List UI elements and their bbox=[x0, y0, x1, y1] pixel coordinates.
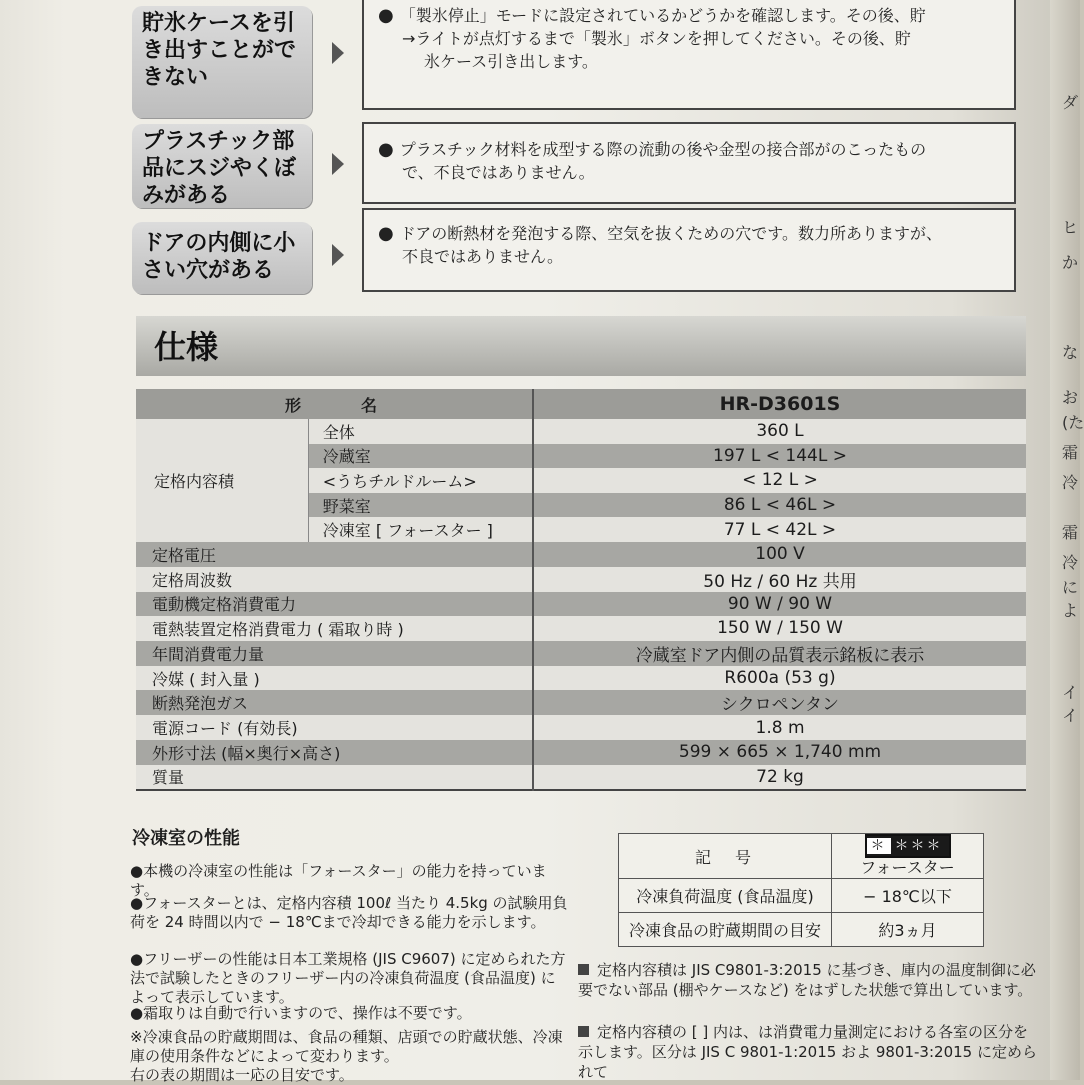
freezer-title: 冷凍室の性能 bbox=[132, 828, 240, 849]
spec-value: 冷蔵室ドア内側の品質表示銘板に表示 bbox=[533, 641, 1026, 666]
freezer-note: ●フリーザーの性能は日本工業規格 (JIS C9607) に定められた方法で試験したときのフリーザー内の冷凍負荷温度 (食品温度) によって表示しています。 bbox=[130, 950, 566, 1006]
edge-char: 霜 bbox=[1062, 443, 1079, 462]
edge-char: 冷 bbox=[1062, 553, 1079, 572]
spec-row bbox=[136, 666, 1026, 691]
edge-char: イイ bbox=[1062, 683, 1079, 725]
freezer-row bbox=[619, 879, 984, 913]
spec-row bbox=[136, 715, 1026, 740]
trouble-question-2: プラスチック部品にスジやくぼみがある bbox=[132, 124, 312, 208]
spec-value: 50 Hz / 60 Hz 共用 bbox=[533, 567, 1026, 592]
answer-line: ドアの断熱材を発泡する際、空気を抜くための穴です。数力所ありますが、 bbox=[399, 224, 942, 243]
spec-label: 定格電圧 bbox=[136, 542, 533, 567]
capacity-footnote bbox=[578, 1022, 1038, 1082]
spec-label: 冷媒 ( 封入量 ) bbox=[136, 666, 533, 691]
spec-label: 断熱発泡ガス bbox=[136, 690, 533, 715]
edge-char: 冷 bbox=[1062, 473, 1079, 492]
spec-row bbox=[136, 690, 1026, 715]
spec-value: シクロペンタン bbox=[533, 690, 1026, 715]
spec-value: 599 × 665 × 1,740 mm bbox=[533, 740, 1026, 765]
spec-row bbox=[136, 567, 1026, 592]
answer-line: 「製氷停止」モードに設定されているかどうかを確認します。その後、貯 bbox=[399, 6, 926, 25]
trouble-answer-3 bbox=[362, 208, 1016, 292]
spec-value: < 12 L > bbox=[533, 468, 1026, 493]
freezer-note: ●フォースターとは、定格内容積 100ℓ 当たり 4.5kg の試験用負荷を 24 時間以内で − 18℃まで冷却できる能力を示します。 bbox=[130, 894, 568, 931]
answer-line: で、不良ではありません。 bbox=[402, 163, 595, 182]
spec-label: 冷凍室 [ フォースター ] bbox=[308, 517, 533, 542]
star-lead: ＊ bbox=[867, 838, 891, 854]
spec-label: 野菜室 bbox=[308, 493, 533, 518]
arrow-right-icon bbox=[332, 42, 344, 64]
spec-value: 197 L < 144L > bbox=[533, 444, 1026, 469]
freezer-label: 記 号 bbox=[619, 834, 832, 879]
spec-label: 外形寸法 (幅×奥行×高さ) bbox=[136, 740, 533, 765]
spec-row bbox=[136, 765, 1026, 791]
spec-value: 90 W / 90 W bbox=[533, 592, 1026, 617]
square-bullet-icon bbox=[578, 1026, 589, 1037]
edge-char: な bbox=[1062, 343, 1079, 362]
edge-char: (た bbox=[1062, 413, 1084, 432]
spec-header-row bbox=[136, 389, 1026, 419]
spec-label: 質量 bbox=[136, 765, 533, 791]
freezer-label: 冷凍食品の貯蔵期間の目安 bbox=[619, 913, 832, 947]
edge-char: 霜 bbox=[1062, 523, 1079, 542]
spec-label: 冷蔵室 bbox=[308, 444, 533, 469]
spec-row bbox=[136, 740, 1026, 765]
spec-label: <うちチルドルーム> bbox=[308, 468, 533, 493]
answer-line: 氷ケース引き出します。 bbox=[424, 52, 598, 71]
freezer-note: 右の表の期間は一応の目安です。 bbox=[130, 1066, 354, 1084]
edge-char: か bbox=[1062, 253, 1079, 272]
answer-line: →ライトが点灯するまで「製氷」ボタンを押してください。その後、貯 bbox=[402, 29, 911, 48]
spec-row bbox=[136, 542, 1026, 567]
header-name: 形名 bbox=[136, 389, 533, 419]
star-marks: ＊＊＊ bbox=[894, 838, 943, 854]
freezer-label: 冷凍負荷温度 (食品温度) bbox=[619, 879, 832, 913]
bullet-icon: ● bbox=[378, 139, 394, 160]
spec-label: 全体 bbox=[308, 419, 533, 444]
freezer-note: ●霜取りは自動で行いますので、操作は不要です。 bbox=[130, 1004, 472, 1022]
spec-value: R600a (53 g) bbox=[533, 666, 1026, 691]
arrow-right-icon bbox=[332, 153, 344, 175]
spec-value: 72 kg bbox=[533, 765, 1026, 791]
spec-title: 仕様 bbox=[154, 328, 219, 366]
freezer-table bbox=[618, 833, 984, 947]
spec-row bbox=[136, 592, 1026, 617]
footnote-text: 定格内容積は JIS C9801-3:2015 に基づき、庫内の温度制御に必要でない部品 (棚やケースなど) をはずした状態で算出しています。 bbox=[578, 961, 1036, 999]
edge-char: お bbox=[1062, 388, 1079, 407]
spec-row bbox=[136, 616, 1026, 641]
trouble-answer-1 bbox=[362, 0, 1016, 110]
spec-label: 電源コード (有効長) bbox=[136, 715, 533, 740]
trouble-question-1: 貯氷ケースを引き出すことができない bbox=[132, 6, 312, 118]
edge-char: ヒ bbox=[1062, 218, 1079, 237]
header-model: HR-D3601S bbox=[533, 389, 1026, 419]
capacity-footnote bbox=[578, 960, 1038, 1000]
trouble-answer-2 bbox=[362, 122, 1016, 204]
spec-value: 77 L < 42L > bbox=[533, 517, 1026, 542]
answer-line: プラスチック材料を成型する際の流動の後や金型の接合部がのこったもの bbox=[399, 140, 927, 159]
answer-line: 不良ではありません。 bbox=[402, 247, 563, 266]
four-star-icon bbox=[865, 834, 951, 858]
spec-value: 100 V bbox=[533, 542, 1026, 567]
square-bullet-icon bbox=[578, 964, 589, 975]
spec-row bbox=[136, 419, 1026, 444]
trouble-question-3: ドアの内側に小さい穴がある bbox=[132, 222, 312, 294]
freezer-note: ●本機の冷凍室の性能は「フォースター」の能力を持っています。 bbox=[130, 862, 547, 899]
footnote-text: 定格内容積の [ ] 内は、は消費電力量測定における各室の区分を示します。区分は JIS C 9801-1:2015 およ 9801-3:2015 に定められて bbox=[578, 1023, 1037, 1081]
spec-label: 電熱装置定格消費電力 ( 霜取り時 ) bbox=[136, 616, 533, 641]
spec-label: 電動機定格消費電力 bbox=[136, 592, 533, 617]
spec-value: 150 W / 150 W bbox=[533, 616, 1026, 641]
freezer-symbol-cell bbox=[832, 834, 984, 879]
spec-value: 86 L < 46L > bbox=[533, 493, 1026, 518]
freezer-row bbox=[619, 913, 984, 947]
spec-label: 定格周波数 bbox=[136, 567, 533, 592]
freezer-note: ※冷凍食品の貯蔵期間は、食品の種類、店頭での貯蔵状態、冷凍庫の使用条件などによって変わります。 bbox=[130, 1028, 563, 1065]
spec-value: 360 L bbox=[533, 419, 1026, 444]
freezer-value: フォースター bbox=[860, 858, 955, 877]
spec-table bbox=[136, 389, 1026, 791]
freezer-row bbox=[619, 834, 984, 879]
spec-value: 1.8 m bbox=[533, 715, 1026, 740]
bullet-icon: ● bbox=[378, 5, 394, 26]
spec-label: 年間消費電力量 bbox=[136, 641, 533, 666]
bullet-icon: ● bbox=[378, 223, 394, 244]
arrow-right-icon bbox=[332, 244, 344, 266]
spec-title-band bbox=[136, 316, 1026, 376]
edge-char: によ bbox=[1062, 578, 1079, 620]
freezer-value: − 18℃以下 bbox=[832, 879, 984, 913]
edge-char: ダ bbox=[1062, 93, 1079, 112]
spec-row bbox=[136, 641, 1026, 666]
capacity-group-label: 定格内容積 bbox=[136, 419, 308, 542]
freezer-value: 約3ヵ月 bbox=[832, 913, 984, 947]
